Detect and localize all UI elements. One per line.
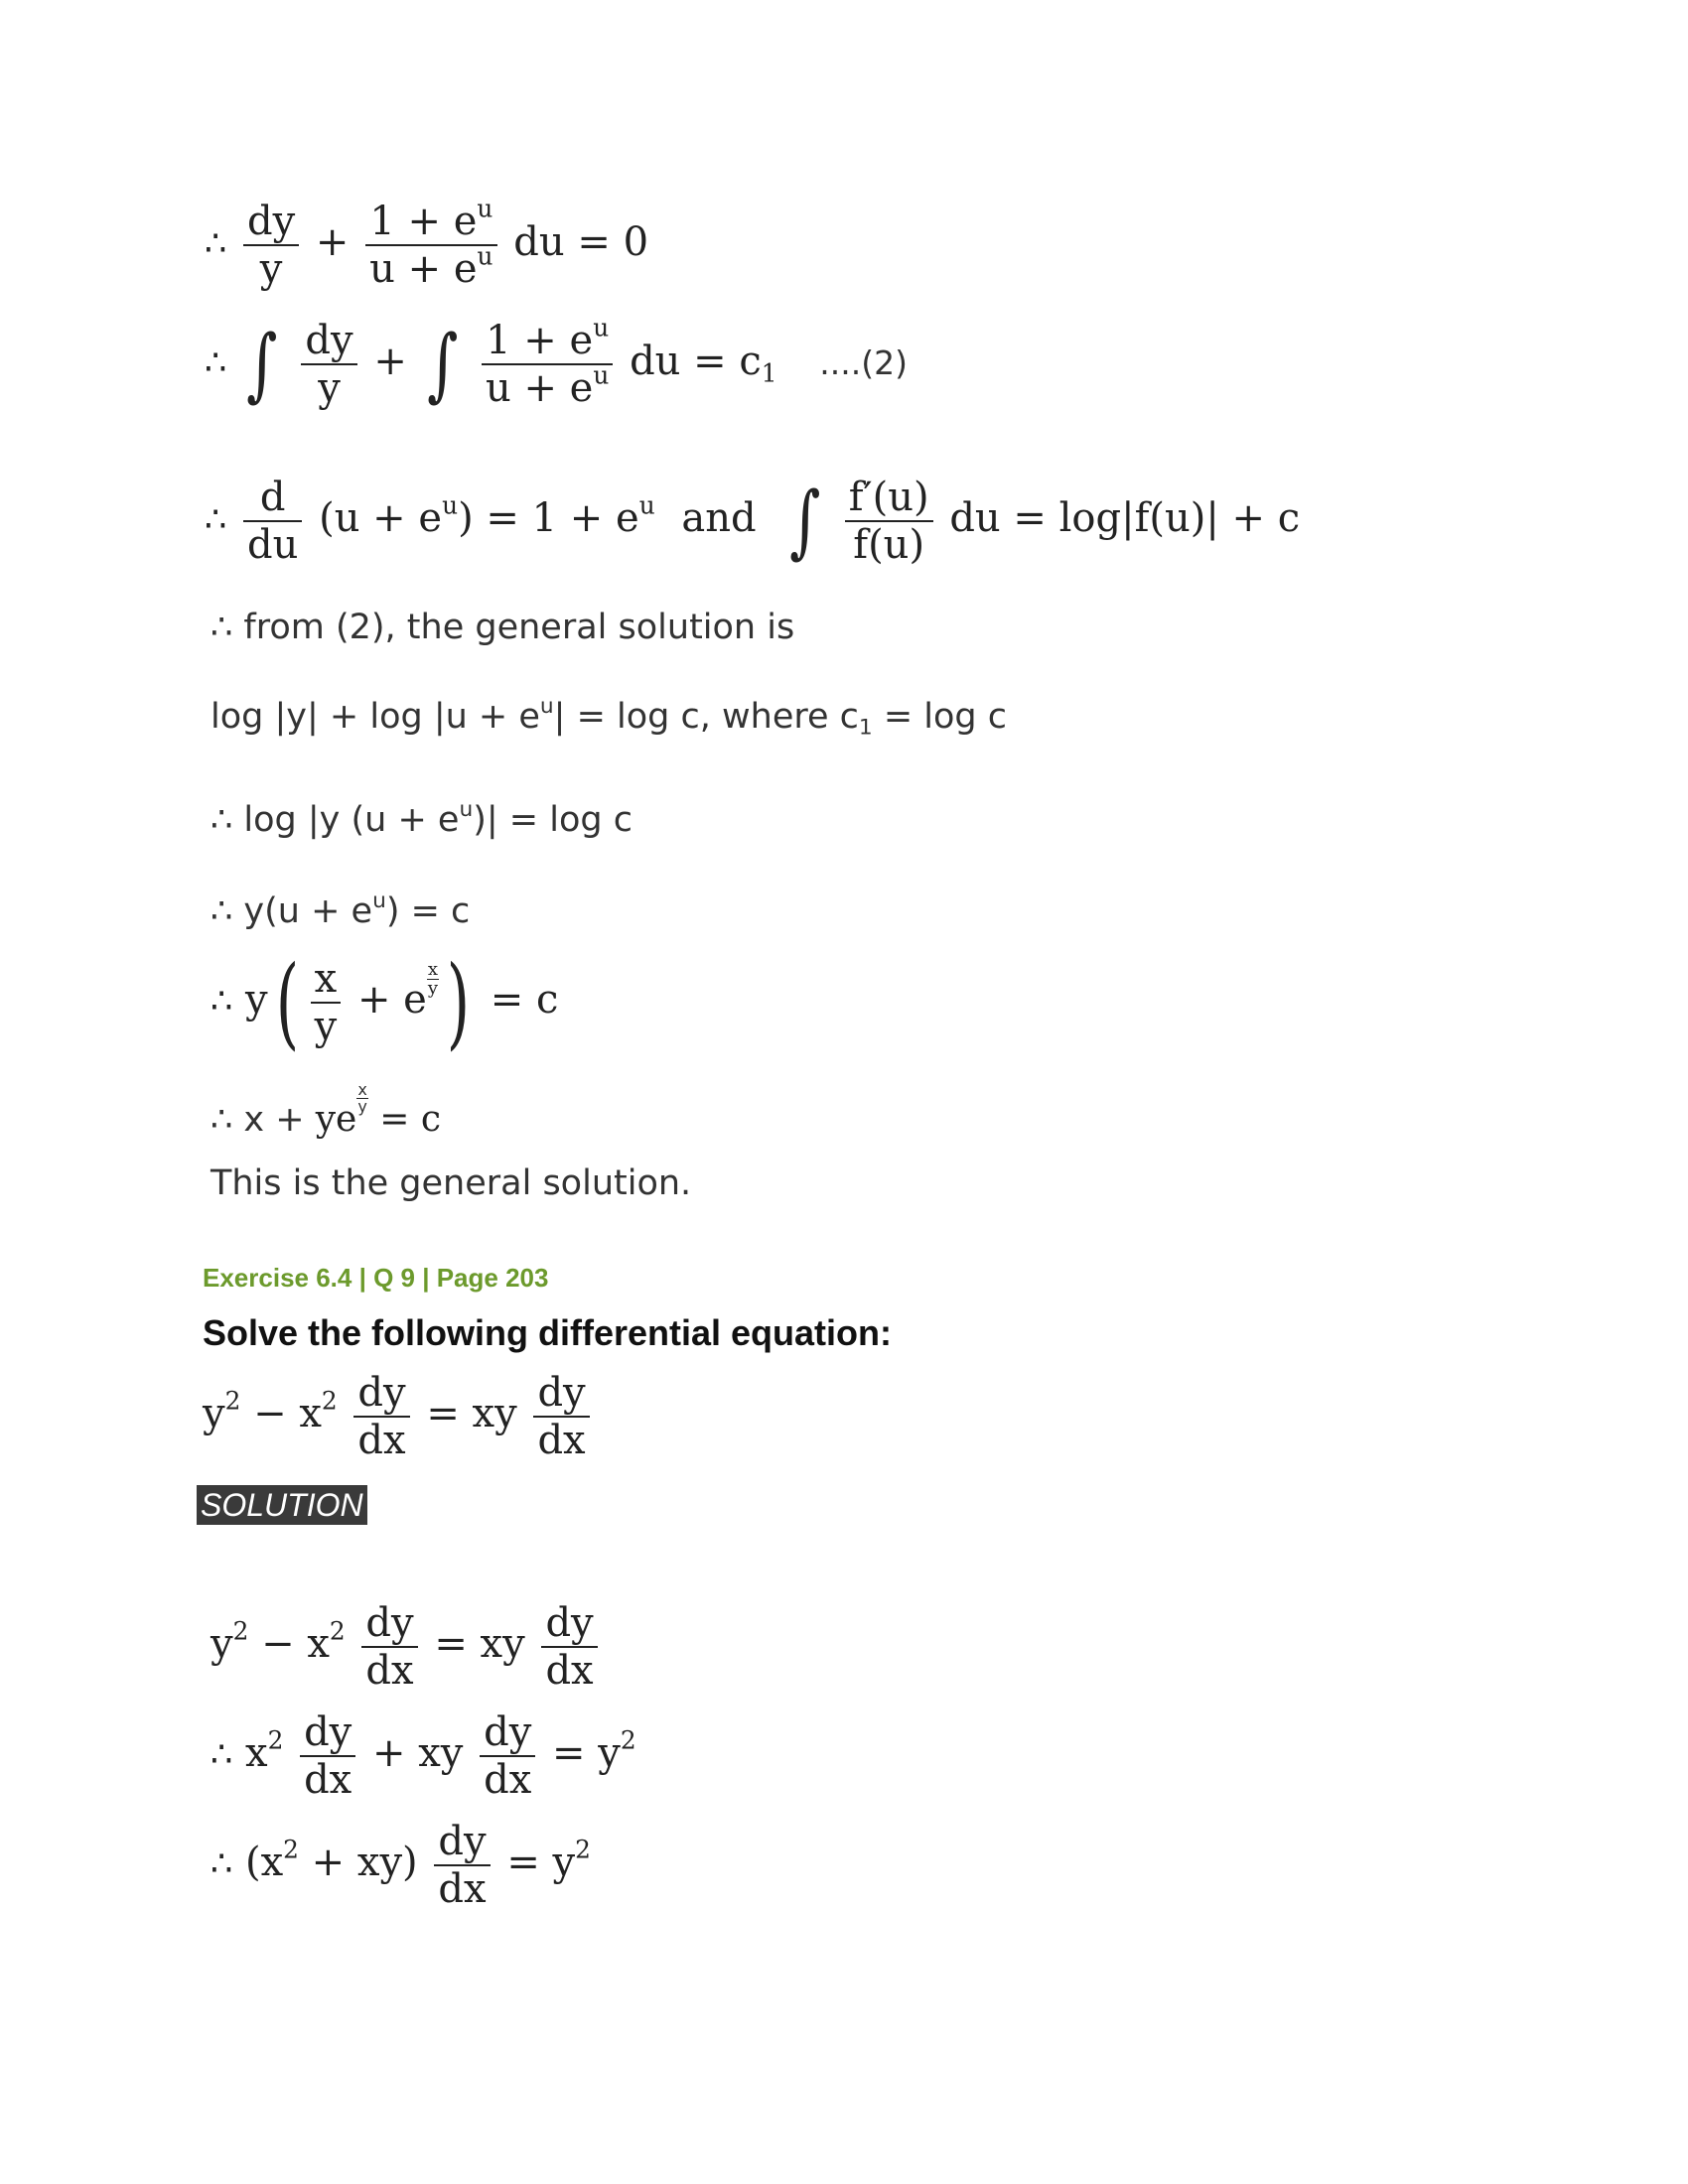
plus-xy: + xy: [371, 1730, 464, 1776]
equation-line-2: [205, 313, 908, 411]
numerator: [482, 313, 613, 365]
numerator: dy: [533, 1370, 589, 1418]
superscript: 2: [329, 1616, 346, 1646]
solution-equation-1: [211, 1600, 602, 1694]
minus-x: − x: [261, 1621, 330, 1667]
subscript: 1: [858, 715, 873, 741]
superscript-fraction: [427, 961, 439, 998]
equals-y: = y: [506, 1840, 576, 1885]
text-general-solution-intro: ∴ from (2), the general solution is: [211, 608, 795, 647]
solution-equation-3: [211, 1819, 591, 1912]
denominator: y: [314, 1004, 338, 1049]
superscript: u: [459, 796, 474, 822]
solution-badge: SOLUTION: [197, 1485, 367, 1525]
plus-sign: +: [315, 219, 350, 265]
numerator: x: [357, 1080, 367, 1099]
variable-x: x: [245, 1730, 268, 1776]
superscript: u: [593, 313, 610, 342]
denominator: [365, 241, 496, 292]
denominator: y: [427, 978, 439, 1000]
numerator: dy: [361, 1600, 417, 1648]
denominator: dx: [545, 1648, 594, 1694]
denominator: dx: [484, 1757, 532, 1803]
expression-mid: + xy): [298, 1840, 418, 1885]
numerator: x: [427, 959, 439, 981]
expression-post: = log c: [872, 697, 1008, 737]
expression: ∴ x +: [211, 1100, 316, 1141]
fraction-dy-dx: [480, 1709, 535, 1803]
superscript: u: [372, 887, 386, 913]
fraction-dy-y: [243, 199, 299, 292]
therefore-symbol: ∴: [205, 343, 227, 383]
expression-close: ) = 1 + e: [458, 495, 639, 541]
superscript-fraction: [356, 1082, 367, 1115]
expression: ∴ log |y (u + e: [211, 800, 460, 840]
superscript: 2: [321, 1386, 338, 1416]
superscript: 2: [232, 1616, 249, 1646]
therefore-symbol: ∴: [211, 982, 233, 1022]
denominator: [482, 360, 613, 411]
expression: (u + e: [319, 495, 443, 541]
numerator-text: 1 + e: [486, 318, 594, 363]
superscript: u: [442, 490, 459, 520]
equation-tail: du = c: [630, 339, 762, 384]
equation-line-6: [211, 796, 633, 840]
solution-equation-2: [211, 1709, 636, 1803]
superscript: 2: [620, 1725, 636, 1755]
fraction-1-plus-eu: [482, 313, 613, 411]
numerator: x: [311, 956, 342, 1004]
equals-xy: = xy: [426, 1391, 517, 1436]
superscript: u: [539, 693, 554, 719]
therefore-symbol: ∴: [205, 224, 227, 264]
question-equation: [203, 1370, 594, 1463]
text-general-solution: This is the general solution.: [211, 1163, 692, 1203]
numerator: [365, 194, 496, 246]
expression-post: ) = c: [385, 891, 471, 931]
open-paren: (: [275, 944, 299, 1060]
equals-y: = y: [552, 1730, 621, 1776]
fraction-d-du: [243, 475, 302, 568]
therefore-symbol: ∴: [211, 1844, 233, 1884]
numerator: dy: [353, 1370, 409, 1418]
superscript: 2: [267, 1725, 284, 1755]
numerator-text: 1 + e: [369, 199, 478, 244]
denominator-text: u + e: [369, 246, 478, 292]
equation-reference: ....(2): [819, 343, 908, 382]
expression-mid: | = log c, where c: [553, 697, 859, 737]
equation-tail: = c: [367, 1099, 442, 1141]
denominator-text: u + e: [485, 365, 594, 411]
denominator: dx: [304, 1757, 352, 1803]
integral-sign: ∫: [246, 318, 278, 410]
equation-tail: du = 0: [513, 219, 649, 265]
denominator: y: [318, 365, 341, 411]
plus-e: + e: [356, 977, 427, 1023]
therefore-symbol: ∴: [211, 1735, 233, 1775]
fraction-dy-dx: [541, 1600, 597, 1694]
variable-y: y: [245, 977, 268, 1023]
fraction-dy-dx: [434, 1819, 490, 1912]
fraction-dy-dx: [300, 1709, 355, 1803]
fraction-x-y: [311, 956, 342, 1049]
fraction-dy-dx: [533, 1370, 589, 1463]
expression-open: (x: [245, 1840, 284, 1885]
denominator: f(u): [853, 522, 925, 568]
numerator: dy: [434, 1819, 490, 1866]
fraction-dy-y: [301, 318, 356, 411]
denominator: dx: [365, 1648, 414, 1694]
variable-y: y: [211, 1621, 233, 1667]
integral-sign: ∫: [426, 318, 459, 410]
denominator: y: [259, 246, 283, 292]
subscript: 1: [761, 358, 777, 388]
variable-y: y: [203, 1391, 225, 1436]
fraction-fprime-f: [845, 475, 933, 568]
fraction-dy-dx: [361, 1600, 417, 1694]
close-paren: ): [446, 944, 471, 1060]
equation-tail: = c: [490, 977, 559, 1023]
superscript: 2: [283, 1835, 299, 1864]
fraction-dy-dx: [353, 1370, 409, 1463]
equation-line-9: [211, 1082, 441, 1140]
numerator: d: [243, 475, 302, 522]
superscript: u: [593, 360, 610, 390]
therefore-symbol: ∴: [205, 500, 227, 540]
equals-xy: = xy: [434, 1621, 525, 1667]
integral-sign: ∫: [789, 475, 821, 567]
denominator: dx: [438, 1866, 487, 1912]
superscript: u: [477, 194, 493, 223]
superscript: 2: [575, 1835, 591, 1864]
denominator: y: [357, 1097, 367, 1116]
and-word: and: [681, 495, 757, 541]
solution-label: [197, 1487, 367, 1524]
superscript: 2: [224, 1386, 241, 1416]
superscript: u: [477, 241, 493, 271]
question-title: Solve the following differential equation:: [203, 1312, 893, 1353]
numerator: dy: [301, 318, 356, 365]
denominator: dx: [537, 1418, 586, 1463]
numerator: dy: [300, 1709, 355, 1757]
equation-line-7: [211, 887, 471, 931]
fraction-1-plus-eu: [365, 194, 496, 292]
equation-line-5: [211, 693, 1008, 741]
numerator: dy: [243, 199, 299, 246]
equation-tail: du = log|f(u)| + c: [949, 495, 1301, 541]
plus-sign: +: [373, 339, 407, 384]
minus-x: − x: [253, 1391, 322, 1436]
ye-term: ye: [315, 1099, 357, 1141]
numerator: dy: [480, 1709, 535, 1757]
expression-post: )| = log c: [473, 800, 633, 840]
equation-line-1: [205, 194, 649, 292]
denominator: du: [247, 522, 299, 568]
denominator: dx: [357, 1418, 406, 1463]
numerator: dy: [541, 1600, 597, 1648]
expression: log |y| + log |u + e: [211, 697, 540, 737]
expression: ∴ y(u + e: [211, 891, 373, 931]
numerator: f′(u): [845, 475, 933, 522]
equation-line-8: [211, 944, 559, 1060]
exercise-reference: Exercise 6.4 | Q 9 | Page 203: [203, 1263, 549, 1293]
equation-line-3: [205, 475, 1300, 568]
superscript: u: [638, 490, 655, 520]
